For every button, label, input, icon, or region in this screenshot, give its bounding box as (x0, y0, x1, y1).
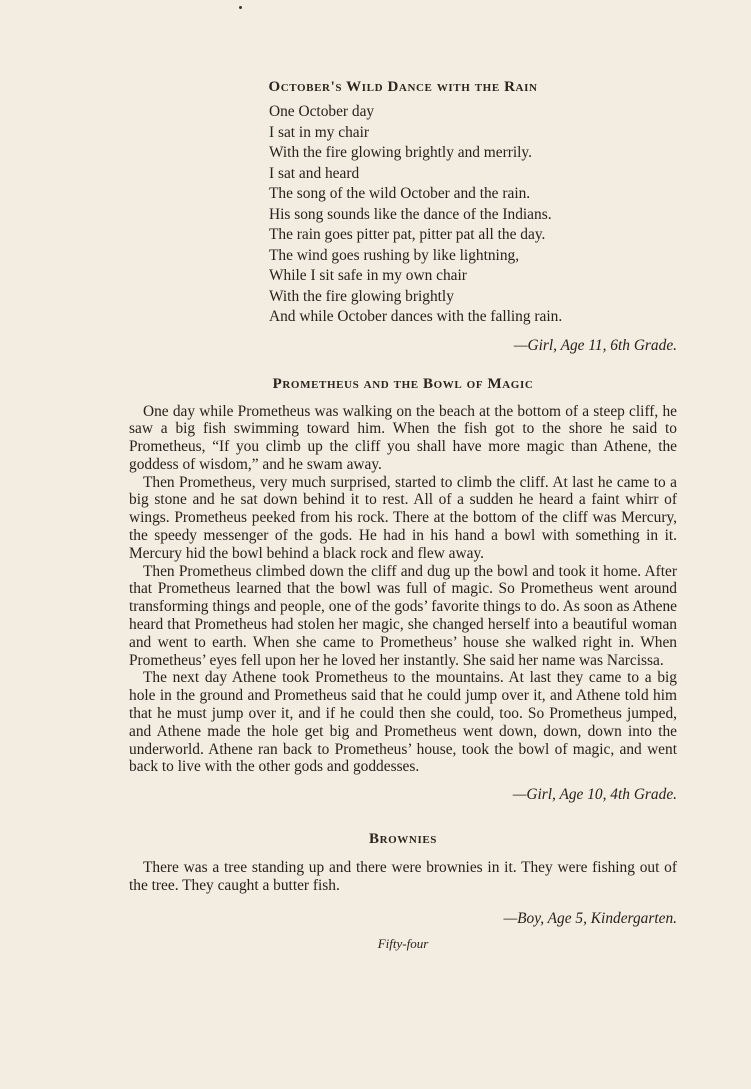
poem-line: The wind goes rushing by like lightning, (269, 246, 520, 264)
poem-body (269, 102, 677, 328)
poem-line: His song sounds like the dance of the Indians. (269, 205, 552, 223)
poem-line: And while October dances with the falling rain. (269, 308, 563, 325)
brownies-body (129, 859, 677, 895)
poem-line: The song of the wild October and the rain. (269, 185, 531, 202)
story-body (129, 403, 677, 777)
poem-line: One October day (269, 103, 375, 120)
story-paragraph: Then Prometheus climbed down the cliff and dug up the bowl and took it home. After that Prometheus learned that the bowl was full of magic. So Prometheus went around transforming things and people, one of the gods’ favorite things to do. As soon as Athene heard that Prometheus had stolen her magic, she changed herself into a beautiful woman and went to earth. When she came to Prometheus’ house she walked right in. When Prometheus’ eyes fell upon her he loved her instantly. She said her name was Narcissa. (129, 562, 677, 669)
story-paragraph: The next day Athene took Prometheus to the mountains. At last they came to a big hole in the ground and Prometheus said that he could jump over it, and Athene told him that he must jump over it, and if he could then she could, too. So Prometheus jumped, and Athene made the hole get big and Prometheus went down, down, down into the underworld. Athene ran back to Prometheus’ house, took the bowl of magic, and went back to live with the other gods and goddesses. (129, 669, 677, 776)
page-content (129, 76, 677, 952)
brownies-attribution: —Boy, Age 5, Kindergarten. (503, 909, 677, 927)
poem-attribution: —Girl, Age 11, 6th Grade. (513, 336, 677, 354)
story-title: Prometheus and the Bowl of Magic (272, 375, 534, 392)
brownies-title: Brownies (369, 831, 437, 848)
poem-line: I sat and heard (269, 164, 360, 182)
story-attribution: —Girl, Age 10, 4th Grade. (512, 786, 677, 804)
poem-line: The rain goes pitter pat, pitter pat all the day. (269, 226, 546, 243)
brownies-paragraph: There was a tree standing up and there were brownies in it. They were fishing out of the tree. They caught a butter fish. (129, 859, 677, 895)
page-number: Fifty-four (377, 935, 429, 951)
poem-line: With the fire glowing brightly (269, 287, 454, 305)
poem-line: While I sit safe in my own chair (269, 267, 467, 284)
story-paragraph: One day while Prometheus was walking on the beach at the bottom of a steep cliff, he saw a big fish swimming toward him. When the fish got to the shore he said to Prometheus, “If you climb up the cliff you shall have more magic than Athene, the goddess of wisdom,” and he swam away. (129, 402, 677, 473)
story-paragraph: Then Prometheus, very much surprised, started to climb the cliff. At last he came to a big stone and he sat down behind it to rest. All of a sudden he heard a faint whirr of wings. Prometheus peeked from his rock. There at the bottom of the cliff was Mercury, the speedy messenger of the gods. He had in his hand a bowl with something in it. Mercury hid the bowl behind a black rock and flew away. (129, 473, 677, 562)
poem-line: With the fire glowing brightly and merrily. (269, 144, 532, 161)
poem-line: I sat in my chair (269, 123, 370, 141)
poem-title: October's Wild Dance with the Rain (268, 79, 538, 95)
page-speck (239, 6, 242, 9)
